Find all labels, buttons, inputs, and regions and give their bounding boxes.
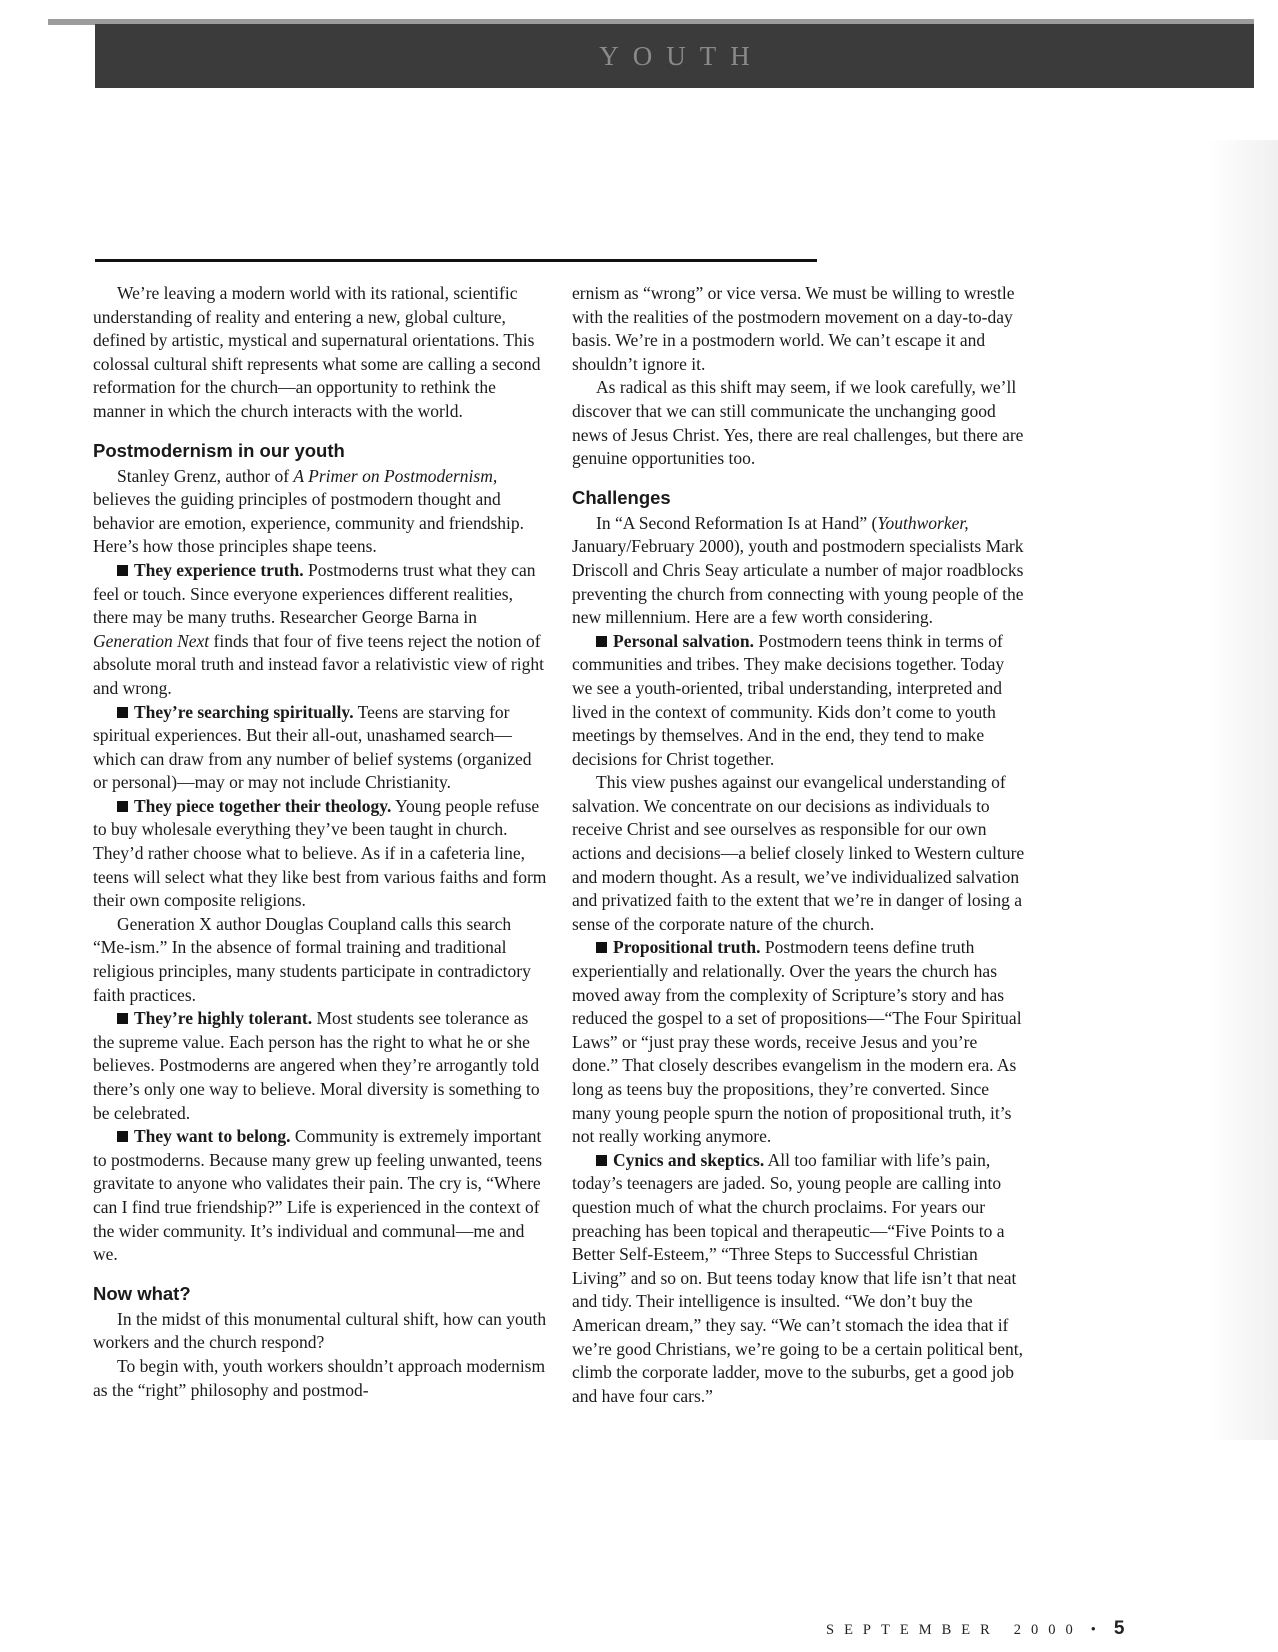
coupland-paragraph: Generation X author Douglas Coupland calls this search “Me-ism.” In the absence of formal training and traditional religious principles, many students participate in contradictory faith practices. — [93, 913, 531, 1005]
bullet-square-icon — [117, 801, 128, 812]
footer-bullet: • — [1090, 1622, 1106, 1638]
heading-challenges: Challenges — [572, 486, 671, 508]
heading-now-what: Now what? — [93, 1282, 191, 1304]
intro-paragraph: We’re leaving a modern world with its rational, scientific understanding of reality and entering a new, global culture, defined by artistic, mystical and supernatural orientations. This colossal cultural shift represents what some are calling a second reformation for the church—an opportunity to rethink the manner in which the church interacts with the world. — [93, 283, 541, 421]
page-edge-shading — [1208, 140, 1278, 1440]
bullet-square-icon — [117, 1013, 128, 1024]
bullet-square-icon — [117, 707, 128, 718]
view-paragraph: This view pushes against our evangelical understanding of salvation. We concentrate on our decisions as individuals to receive Christ and see ourselves as responsible for our own actions and decisions—a belief closely linked to Western culture and modern thought. As a result, we’ve individualized salvation and privatized faith to the extent that we’re in danger of losing a sense of the corporate nature of the church. — [572, 772, 1025, 934]
bullet-square-icon — [117, 565, 128, 576]
footer-year: 2000 — [1013, 1622, 1083, 1638]
bullet-experience-truth: They experience truth. Postmoderns trust what they can feel or touch. Since everyone experiences different realities, there may be many truths. Researcher George Barna in Generation Next finds that four of five teens reject the notion of absolute moral truth and instead favor a relativistic view of right and wrong. — [93, 559, 544, 698]
bullet-square-icon — [117, 1131, 128, 1142]
bullet-personal-salvation: Personal salvation. Postmodern teens think in terms of communities and tribes. They make decisions together. Today we see a youth-oriented, tribal understanding, interpreted and lived in the context of community. Kids don’t come to youth meetings by themselves. And in the end, they tend to make decisions for Christ together. — [572, 630, 1005, 769]
grenz-paragraph: Stanley Grenz, author of A Primer on Postmodernism, believes the guiding principles of postmodern thought and behavior are emotion, experience, community and friendship. Here’s how those principles shape teens. — [93, 465, 525, 557]
now-what-paragraph-1: In the midst of this monumental cultural shift, how can youth workers and the church respond? — [93, 1308, 547, 1353]
section-header-bar — [95, 24, 1254, 88]
footer-month: SEPTEMBER — [826, 1622, 1000, 1638]
bullet-piece-together-theology: They piece together their theology. Young people refuse to buy wholesale everything they’ve been taught in church. They’d rather choose what to believe. As if in a cafeteria line, teens will select what they like best from various faiths and form their own composite religions. — [93, 795, 547, 911]
page-footer — [826, 1618, 1124, 1640]
bullet-square-icon — [596, 942, 607, 953]
bullet-highly-tolerant: They’re highly tolerant. Most students see tolerance as the supreme value. Each person has the right to what he or she believes. Postmoderns are angered when they’re arrogantly told there’s only one way to believe. Moral diversity is something to be celebrated. — [93, 1008, 540, 1123]
right-column — [572, 282, 1026, 1408]
section-title: YOUTH — [599, 40, 764, 71]
radical-paragraph: As radical as this shift may seem, if we look carefully, we’ll discover that we can still communicate the unchanging good news of Jesus Christ. Yes, there are real challenges, but there are genuine opportunities too. — [572, 377, 1024, 469]
bullet-want-to-belong: They want to belong. Community is extremely important to postmoderns. Because many grew up feeling unwanted, teens gravitate to anyone who validates their pain. The cry is, “Where can I find true friendship?” Life is experienced in the context of the wider community. It’s individual and communal—me and we. — [93, 1126, 543, 1265]
bullet-propositional-truth: Propositional truth. Postmodern teens define truth experientially and relationally. Over the years the church has moved away from the complexity of Scripture’s story and has reduced the gospel to a set of propositions—“The Four Spiritual Laws” or “just pray these words, receive Jesus and you’re done.” That closely describes evangelism in the modern era. As long as teens buy the propositions, they’re converted. Since many young people spurn the notion of propositional truth, it’s not really working anymore. — [572, 937, 1022, 1147]
bullet-square-icon — [596, 636, 607, 647]
page-number: 5 — [1113, 1618, 1125, 1639]
book-title-generation-next: Generation Next — [93, 630, 210, 651]
continued-paragraph: ernism as “wrong” or vice versa. We must be willing to wrestle with the realities of the postmodern movement on a day-to-day basis. We’re in a postmodern world. We can’t escape it and shouldn’t ignore it. — [572, 283, 1015, 374]
bullet-cynics-and-skeptics: Cynics and skeptics. All too familiar with life’s pain, today’s teenagers are jaded. So, young people are calling into question much of what the church proclaims. For years our preaching has been topical and therapeutic—“Five Points to a Better Self-Esteem,” “Three Steps to Successful Christian Living” and so on. But teens today know that life isn’t that neat and tidy. Their intelligence is insulted. “We don’t buy the American dream,” they say. “We can’t stomach the idea that if we’re good Christians, we’re going to be a certain political bent, climb the corporate ladder, move to the suburbs, get a good job and have four cars.” — [572, 1149, 1023, 1406]
magazine-title-youthworker: Youthworker, — [877, 512, 969, 533]
book-title-primer: A Primer on Postmodernism, — [293, 465, 498, 486]
challenges-intro: In “A Second Reformation Is at Hand” (Youthworker, January/February 2000), youth and postmodern specialists Mark Driscoll and Chris Seay articulate a number of major roadblocks preventing the church from connecting with young people of the new millennium. Here are a few worth considering. — [572, 512, 1024, 628]
bullet-searching-spiritually: They’re searching spiritually. Teens are starving for spiritual experiences. But their all-out, unashamed search—which can draw from any number of belief systems (organized or personal)—may or may not include Christianity. — [93, 701, 532, 793]
left-column — [93, 282, 547, 1402]
article-top-rule — [95, 259, 817, 262]
bullet-square-icon — [596, 1155, 607, 1166]
now-what-paragraph-2: To begin with, youth workers shouldn’t approach modernism as the “right” philosophy and postmod- — [93, 1355, 546, 1400]
heading-postmodernism-in-our-youth: Postmodernism in our youth — [93, 439, 345, 461]
